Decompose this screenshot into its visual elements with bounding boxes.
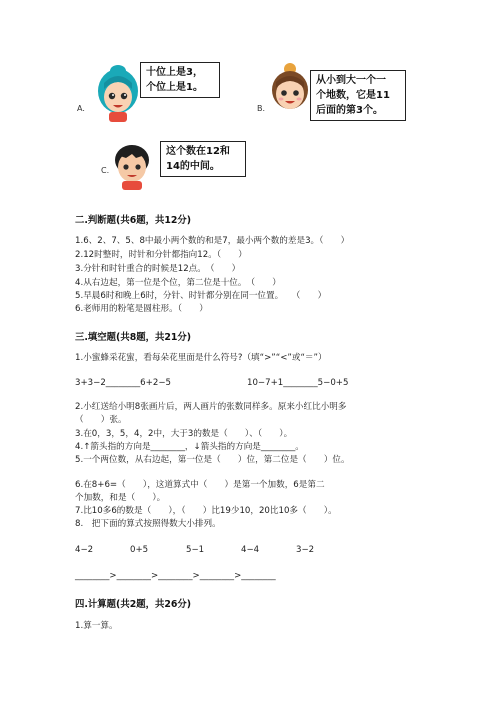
fill-question-8: 8. 把下面的算式按照得数大小排列。 [75, 519, 221, 529]
speech-bubble-b [310, 70, 406, 121]
judgement-item-1: 1.6、2、7、5、8中最小两个数的和是7，最小两个数的差是3。（ ） [75, 236, 350, 246]
bubble-c-line2: 14的中间。 [166, 161, 220, 172]
bubble-b-line1: 从小到大一个一 [316, 75, 386, 86]
fill-question-1: 1.小蜜蜂采花蜜，看每朵花里面是什么符号?（填“>”“<”或“＝”） [75, 353, 327, 363]
fill-question-3: 3.在0，3，5，4，2中，大于3的数是（ ）、（ ）。 [75, 429, 293, 439]
fill-question-7: 7.比10多6的数是（ ），（ ）比19少10，20比10多（ ）。 [75, 506, 337, 516]
character-a [96, 65, 140, 125]
fill-question-5: 5.一个两位数，从右边起，第一位是（ ）位，第二位是（ ）位。 [75, 455, 350, 465]
order-expression-4: 4−4 [241, 545, 260, 555]
section-heading-calculation: 四.计算题(共2题，共26分) [75, 599, 192, 610]
judgement-item-5: 5.早晨6时和晚上6时，分针、时针都分别在同一位置。 （ ） [75, 291, 327, 301]
judgement-item-3: 3.分针和时针重合的时候是12点。 （ ） [75, 264, 241, 274]
bubble-b-line2: 个地数，它是11 [316, 90, 390, 101]
bubble-b-line3: 后面的第3个。 [316, 105, 383, 116]
fill-question-1-expr-a: 3+3−2________6+2−5 [75, 378, 171, 388]
speech-bubble-c [160, 141, 246, 177]
section-heading-fill-blank: 三.填空题(共8题，共21分) [75, 332, 192, 343]
fill-question-4: 4.↑箭头指的方向是________，↓箭头指的方向是________。 [75, 442, 304, 452]
order-expression-3: 5−1 [186, 545, 205, 555]
order-expression-1: 4−2 [75, 545, 94, 555]
fill-question-6-line1: 6.在8+6=（ ），这道算式中（ ）是第一个加数，6是第二 [75, 480, 325, 490]
option-a-label: A. [77, 104, 85, 113]
option-c-label: C. [101, 166, 110, 175]
calculation-question-1: 1.算一算。 [75, 621, 118, 631]
fill-question-6-line2: 个加数，和是（ ）。 [75, 493, 166, 503]
character-c [112, 142, 152, 190]
order-answer-blanks: ________>________>________>________>________ [75, 571, 276, 581]
judgement-item-4: 4.从右边起，第一位是个位，第二位是十位。 （ ） [75, 278, 281, 288]
bubble-c-line1: 这个数在12和 [166, 146, 230, 157]
fill-question-1-expr-b: 10−7+1________5−0+5 [247, 378, 349, 388]
judgement-item-2: 2.12时整时，时针和分针都指向12。（ ） [75, 250, 247, 260]
character-b [270, 62, 310, 122]
option-b-label: B. [257, 104, 266, 113]
speech-bubble-a [140, 62, 220, 98]
bubble-a-line1: 十位上是3， [146, 67, 203, 78]
order-expression-2: 0+5 [130, 545, 149, 555]
fill-question-2-line2: （ ）张。 [75, 415, 127, 425]
judgement-item-6: 6.老师用的粉笔是圆柱形。（ ） [75, 304, 208, 314]
bubble-a-line2: 个位上是1。 [146, 82, 203, 93]
order-expression-5: 3−2 [296, 545, 315, 555]
fill-question-2-line1: 2.小红送给小明8张画片后，两人画片的张数同样多。原来小红比小明多 [75, 402, 347, 412]
section-heading-judgement: 二.判断题(共6题，共12分) [75, 215, 192, 226]
